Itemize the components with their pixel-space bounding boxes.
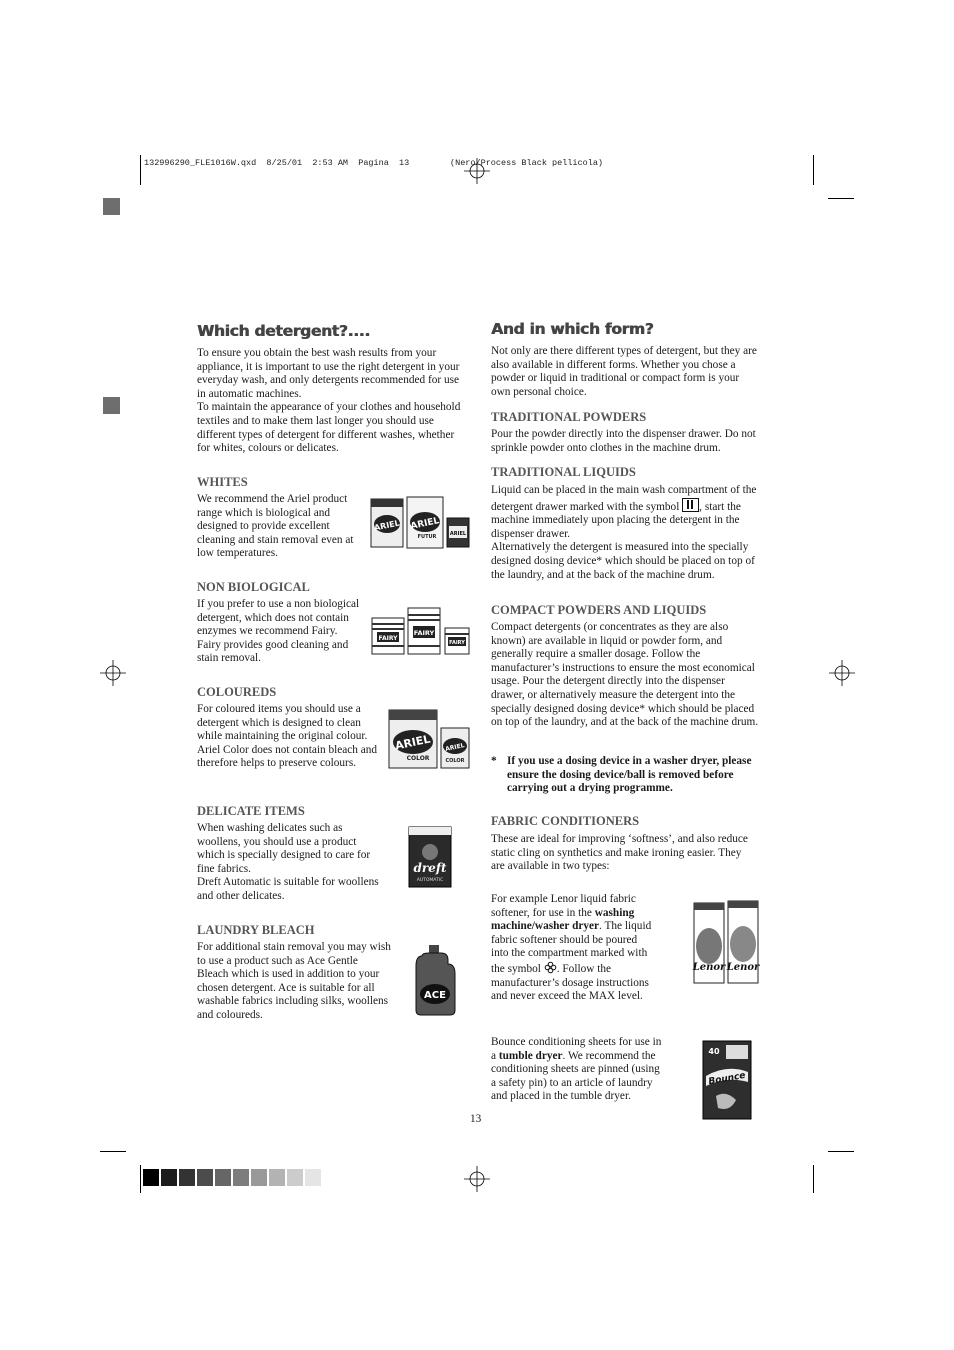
bounce-product-image <box>702 1040 752 1120</box>
gray-marker-square <box>103 397 120 414</box>
color-swatch <box>287 1169 303 1186</box>
crop-mark <box>828 198 854 199</box>
registration-mark-icon <box>464 158 490 184</box>
crop-mark <box>140 155 141 185</box>
registration-mark-icon <box>100 660 126 686</box>
page-number: 13 <box>470 1113 482 1125</box>
page-title-which-form: And in which form? <box>491 320 654 338</box>
dreft-product-image <box>408 826 452 888</box>
bounce-paragraph: Bounce conditioning sheets for use in a tumble dryer. We recommend the conditioning sheets are pinned (using a safety pin) to an article of laundry and placed in the tumble dryer. <box>491 1036 662 1103</box>
heading-whites: WHITES <box>197 475 248 489</box>
liquids-text-2: Alternatively the detergent is measured into the specially designed dosing device* which should be placed on top of the laundry, and at the back of the machine drum. <box>491 541 755 581</box>
dosing-device-note: If you use a dosing device in a washer dryer, please ensure the dosing device/ball is removed before carrying out a drying programme. <box>507 755 752 795</box>
svg-text:Lenor: Lenor <box>726 962 760 973</box>
slug-file-info: 132996290_FLE1016W.qxd 8/25/01 2:53 AM Pagina 13 <box>144 158 410 168</box>
note-asterisk: * <box>491 755 497 767</box>
heading-laundry-bleach: LAUNDRY BLEACH <box>197 923 315 937</box>
crop-mark <box>828 1151 854 1152</box>
delicate-text-2: Dreft Automatic is suitable for woollens and other delicates. <box>197 876 379 902</box>
ariel-color-products-image <box>388 708 470 770</box>
registration-mark-icon <box>464 1166 490 1192</box>
intro-text-2: To maintain the appearance of your clothes and household textiles and to make them last longer you should use different types of detergent for different washes, whether for whites, colours or delicates. <box>197 401 461 455</box>
washing-machine-emphasis: washing machine/washer dryer <box>491 906 635 933</box>
page-title-which-detergent: Which detergent?.... <box>197 322 370 340</box>
fabric-conditioners-body: These are ideal for improving ‘softness’, and also reduce static cling on synthetics and make ironing easier. They are available in two types: <box>491 833 748 873</box>
svg-text:AUTOMATIC: AUTOMATIC <box>416 878 444 883</box>
color-swatch <box>215 1169 231 1186</box>
compact-body: Compact detergents (or concentrates as they are also known) are available in liquid or powder form, and generally require a smaller dosage. Follow the manufacturer’s instructions to ensure the most economical usage. Pour the detergent directly into the dispenser drawer, or alternatively measure the detergent into the specially designed dosing device* which should be placed on top of the laundry, and at the back of the machine drum. <box>491 621 759 729</box>
svg-text:ARIEL: ARIEL <box>449 531 467 537</box>
heading-compact-powders-liquids: COMPACT POWDERS AND LIQUIDS <box>491 603 707 617</box>
liquids-text-a: Liquid can be placed in the main wash compartment of the detergent drawer marked with the symbol <box>491 484 757 513</box>
whites-body: We recommend the Ariel product range which is biological and designed to provide excellent cleaning and stain removal even at low temperatures. <box>197 493 354 560</box>
dreft-logo-text: dreft <box>413 861 447 875</box>
lenor-products-image <box>692 900 760 984</box>
color-swatch <box>179 1169 195 1186</box>
ariel-logo-text: ARIEL <box>373 518 401 533</box>
heading-traditional-liquids: TRADITIONAL LIQUIDS <box>491 465 636 479</box>
traditional-powders-body: Pour the powder directly into the dispenser drawer. Do not sprinkle powder onto clothes in the machine drum. <box>491 428 756 454</box>
color-swatch <box>197 1169 213 1186</box>
gray-marker-square <box>103 198 120 215</box>
color-swatch <box>251 1169 267 1186</box>
crop-mark <box>140 1165 141 1193</box>
lenor-logo-text: Lenor <box>692 962 726 973</box>
liquids-text-b: , start the machine immediately upon placing the detergent in the dispenser drawer. <box>491 500 741 540</box>
color-swatch <box>305 1169 321 1186</box>
svg-text:FAIRY: FAIRY <box>378 635 398 642</box>
ariel-products-image <box>370 496 470 550</box>
svg-text:FAIRY: FAIRY <box>449 640 465 646</box>
slug-plate-info: (Nero/Process Black pellicola) <box>450 158 604 168</box>
svg-text:ARIEL: ARIEL <box>444 742 466 753</box>
svg-text:ARIEL: ARIEL <box>393 732 432 753</box>
form-intro: Not only are there different types of detergent, but they are also available in different forms. Whether you chose a powder or liquid in traditional or compact form is your own personal choice. <box>491 345 757 398</box>
coloureds-body: For coloured items you should use a detergent which is designed to clean while maintaining the original colour. Ariel Color does not contain bleach and therefore helps to preserve colours. <box>197 703 378 770</box>
svg-text:40: 40 <box>708 1047 720 1056</box>
main-wash-compartment-icon <box>682 498 699 512</box>
heading-fabric-conditioners: FABRIC CONDITIONERS <box>491 814 640 828</box>
ace-bleach-bottle-image <box>414 944 456 1016</box>
svg-text:COLOR: COLOR <box>406 755 430 762</box>
heading-traditional-powders: TRADITIONAL POWDERS <box>491 410 647 424</box>
heading-coloureds: COLOUREDS <box>197 685 277 699</box>
delicate-text-1: When washing delicates such as woollens, you should use a product which is specially designed to care for fine fabrics. <box>197 822 371 875</box>
intro-paragraph <box>197 347 467 456</box>
color-swatch <box>233 1169 249 1186</box>
traditional-liquids-body <box>491 484 759 582</box>
svg-text:COLOR: COLOR <box>445 758 465 764</box>
crop-mark <box>813 155 814 185</box>
non-biological-body: If you prefer to use a non biological detergent, which does not contain enzymes we recommend Fairy. Fairy provides good cleaning and stain removal. <box>197 598 360 665</box>
intro-text-1: To ensure you obtain the best wash results from your appliance, it is important to use the right detergent in your everyday wash, and only detergents recommended for use in automatic machines. <box>197 347 460 400</box>
color-swatch <box>143 1169 159 1186</box>
laundry-bleach-body: For additional stain removal you may wish to use a product such as Ace Gentle Bleach which is used in addition to your chosen detergent. Ace is suitable for all washable fabrics including silks, woollens and coloureds. <box>197 941 391 1021</box>
lenor-paragraph: For example Lenor liquid fabric softener, for use in the washing machine/washer dryer. The liquid fabric softener should be poured into the compartment marked with the symbol . Follow the manufacturer’s dosage instructions and never exceed the MAX level. <box>491 893 652 1003</box>
color-swatch <box>161 1169 177 1186</box>
heading-delicate-items: DELICATE ITEMS <box>197 804 305 818</box>
ace-logo-text: ACE <box>424 990 446 1001</box>
delicate-items-body <box>197 822 382 904</box>
softener-flower-icon <box>544 961 557 974</box>
color-swatch <box>269 1169 285 1186</box>
svg-text:FAIRY: FAIRY <box>413 629 435 637</box>
registration-mark-icon <box>829 660 855 686</box>
svg-text:FUTUR: FUTUR <box>417 534 437 540</box>
fairy-products-image <box>371 606 471 656</box>
bounce-logo-text: Bounce <box>707 1070 747 1088</box>
svg-text:ARIEL: ARIEL <box>409 516 441 532</box>
tumble-dryer-emphasis: tumble dryer <box>498 1049 563 1062</box>
crop-mark <box>100 1151 126 1152</box>
crop-mark <box>813 1165 814 1193</box>
heading-non-biological: NON BIOLOGICAL <box>197 580 310 594</box>
